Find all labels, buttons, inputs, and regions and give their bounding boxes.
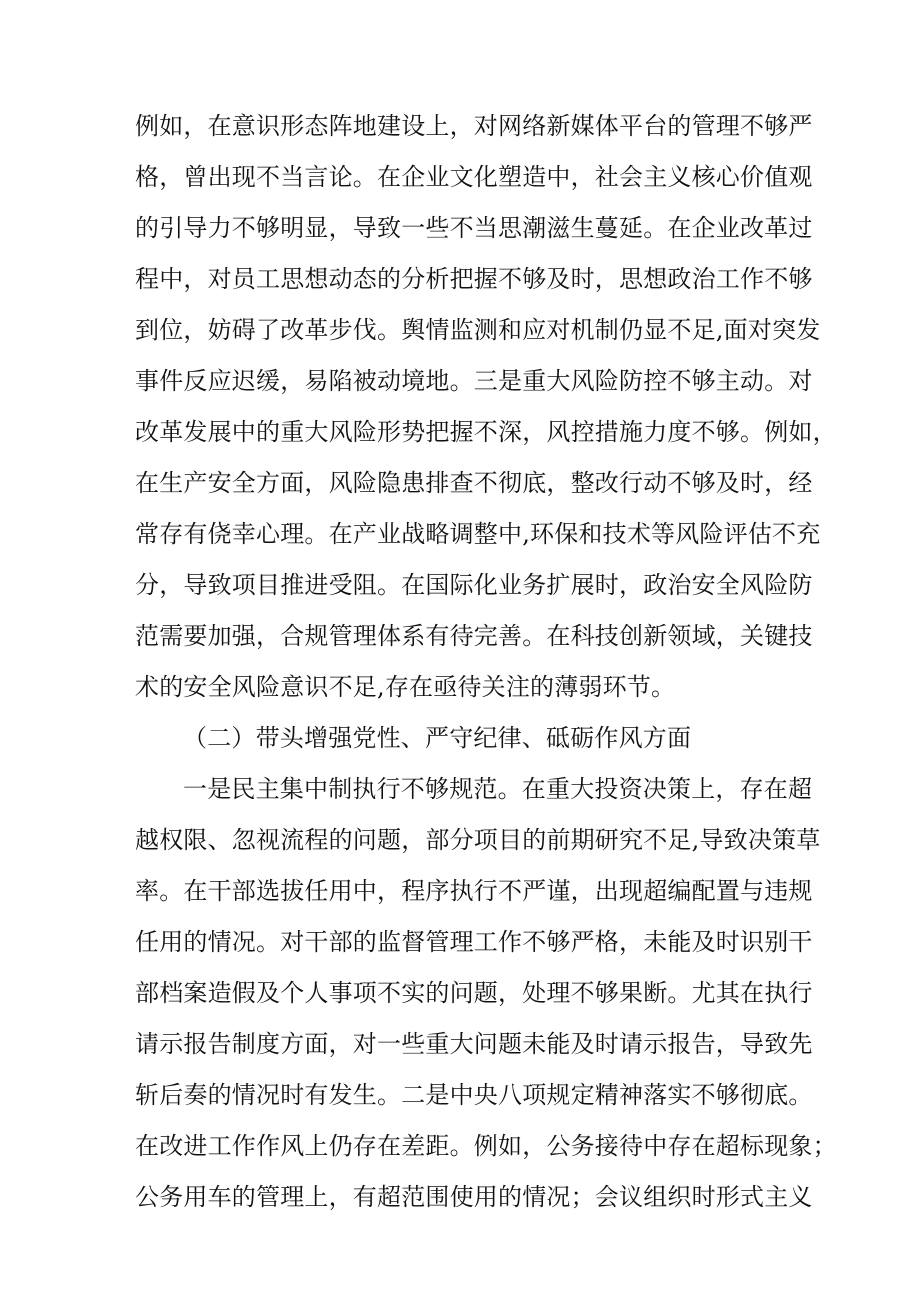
text-line: 部档案造假及个人事项不实的问题，处理不够果断。尤其在执行 bbox=[135, 979, 813, 1007]
text-line: 改革发展中的重大风险形势把握不深，风控措施力度不够。例如， bbox=[135, 418, 837, 446]
text-line: 分，导致项目推进受阻。在国际化业务扩展时，政治安全风险防 bbox=[135, 571, 813, 599]
text-line: 越权限、忽视流程的问题，部分项目的前期研究不足,导致决策草 bbox=[135, 826, 821, 854]
text-line: 在生产安全方面，风险隐患排查不彻底，整改行动不够及时，经 bbox=[135, 469, 813, 497]
text-line: 到位，妨碍了改革步伐。舆情监测和应对机制仍显不足,面对突发 bbox=[135, 316, 821, 344]
text-line: 斩后奏的情况时有发生。二是中央八项规定精神落实不够彻底。 bbox=[135, 1081, 813, 1109]
text-line: 范需要加强，合规管理体系有待完善。在科技创新领域，关键技 bbox=[135, 622, 813, 650]
text-line: 公务用车的管理上，有超范围使用的情况；会议组织时形式主义 bbox=[135, 1183, 813, 1211]
text-line: 事件反应迟缓，易陷被动境地。三是重大风险防控不够主动。对 bbox=[135, 367, 813, 395]
text-line: 请示报告制度方面，对一些重大问题未能及时请示报告，导致先 bbox=[135, 1030, 813, 1058]
text-line: 例如，在意识形态阵地建设上，对网络新媒体平台的管理不够严 bbox=[135, 112, 813, 140]
text-line: 程中，对员工思想动态的分析把握不够及时，思想政治工作不够 bbox=[135, 265, 813, 293]
text-line: 率。在干部选拔任用中，程序执行不严谨，出现超编配置与违规 bbox=[135, 877, 813, 905]
text-line: 格，曾出现不当言论。在企业文化塑造中，社会主义核心价值观 bbox=[135, 163, 813, 191]
text-line: 一是民主集中制执行不够规范。在重大投资决策上，存在超 bbox=[183, 775, 813, 803]
text-line: 任用的情况。对干部的监督管理工作不够严格，未能及时识别干 bbox=[135, 928, 813, 956]
text-line: 的引导力不够明显，导致一些不当思潮滋生蔓延。在企业改革过 bbox=[135, 214, 813, 242]
text-line: 常存有侥幸心理。在产业战略调整中,环保和技术等风险评估不充 bbox=[135, 520, 821, 548]
text-line: 术的安全风险意识不足,存在亟待关注的薄弱环节。 bbox=[135, 673, 676, 701]
section-heading: （二）带头增强党性、严守纪律、砥砺作风方面 bbox=[183, 724, 692, 752]
text-line: 在改进工作作风上仍存在差距。例如，公务接待中存在超标现象； bbox=[135, 1132, 837, 1160]
